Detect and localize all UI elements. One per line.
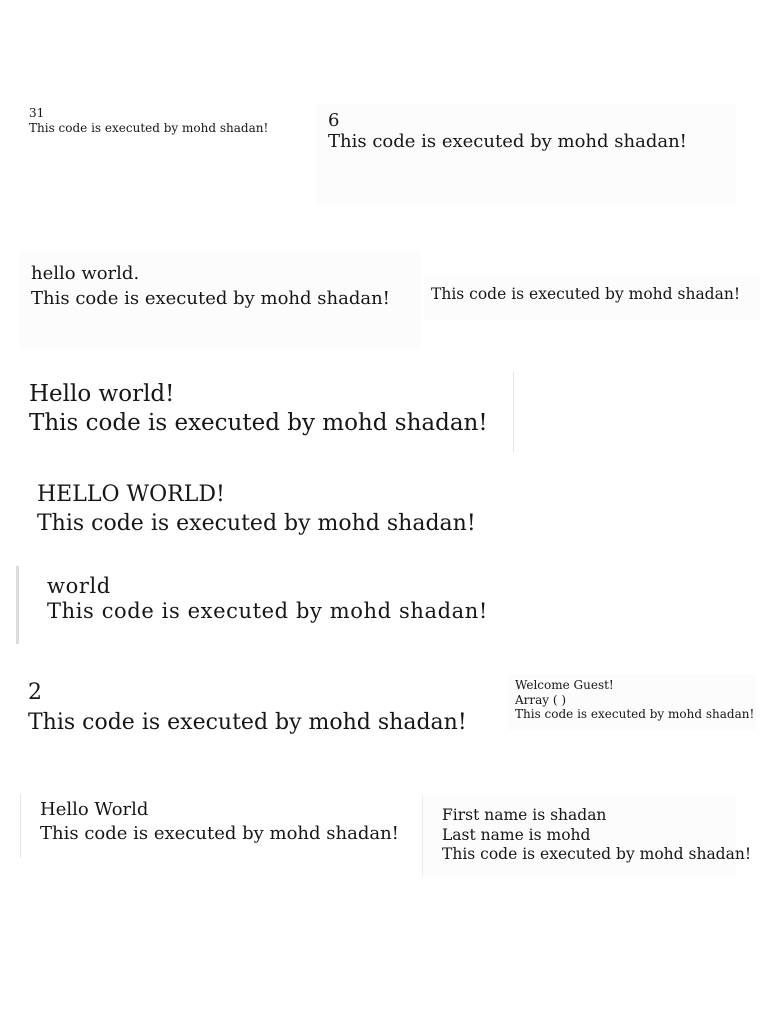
output-snippet-11 xyxy=(422,796,752,876)
output-line: Hello world! xyxy=(29,381,175,407)
output-line: 2 xyxy=(28,680,42,705)
output-snippet-5 xyxy=(18,372,514,452)
output-line: This code is executed by mohd shadan! xyxy=(28,710,467,735)
output-line: This code is executed by mohd shadan! xyxy=(328,131,687,152)
output-line: This code is executed by mohd shadan! xyxy=(37,511,476,536)
output-line: This code is executed by mohd shadan! xyxy=(442,845,752,863)
output-snippet-8 xyxy=(18,670,488,750)
output-line: 31 xyxy=(29,106,45,120)
output-line: First name is shadan xyxy=(442,806,607,824)
output-line: This code is executed by mohd shadan! xyxy=(47,599,488,623)
output-line: This code is executed by mohd shadan! xyxy=(29,121,269,135)
output-line: Welcome Guest! xyxy=(515,678,614,692)
output-snippet-7 xyxy=(16,566,536,644)
output-snippet-3 xyxy=(18,252,422,348)
output-snippet-10 xyxy=(20,794,420,858)
output-snippet-9 xyxy=(508,674,756,730)
output-line: Array ( ) xyxy=(515,692,567,707)
output-line: world xyxy=(47,574,111,598)
output-line: Last name is mohd xyxy=(442,825,591,844)
output-snippet-1 xyxy=(22,100,292,160)
output-line: 6 xyxy=(328,110,340,131)
output-snippet-4 xyxy=(424,276,760,320)
output-line: hello world. xyxy=(31,263,140,284)
output-line: Hello World xyxy=(40,799,149,820)
output-line: This code is executed by mohd shadan! xyxy=(431,285,741,303)
output-line: HELLO WORLD! xyxy=(37,482,225,507)
output-line: This code is executed by mohd shadan! xyxy=(515,707,755,721)
output-snippet-6 xyxy=(26,474,526,544)
output-line: This code is executed by mohd shadan! xyxy=(29,410,488,436)
output-line: This code is executed by mohd shadan! xyxy=(40,823,399,844)
output-snippet-2 xyxy=(316,104,736,204)
output-line: This code is executed by mohd shadan! xyxy=(31,288,390,309)
